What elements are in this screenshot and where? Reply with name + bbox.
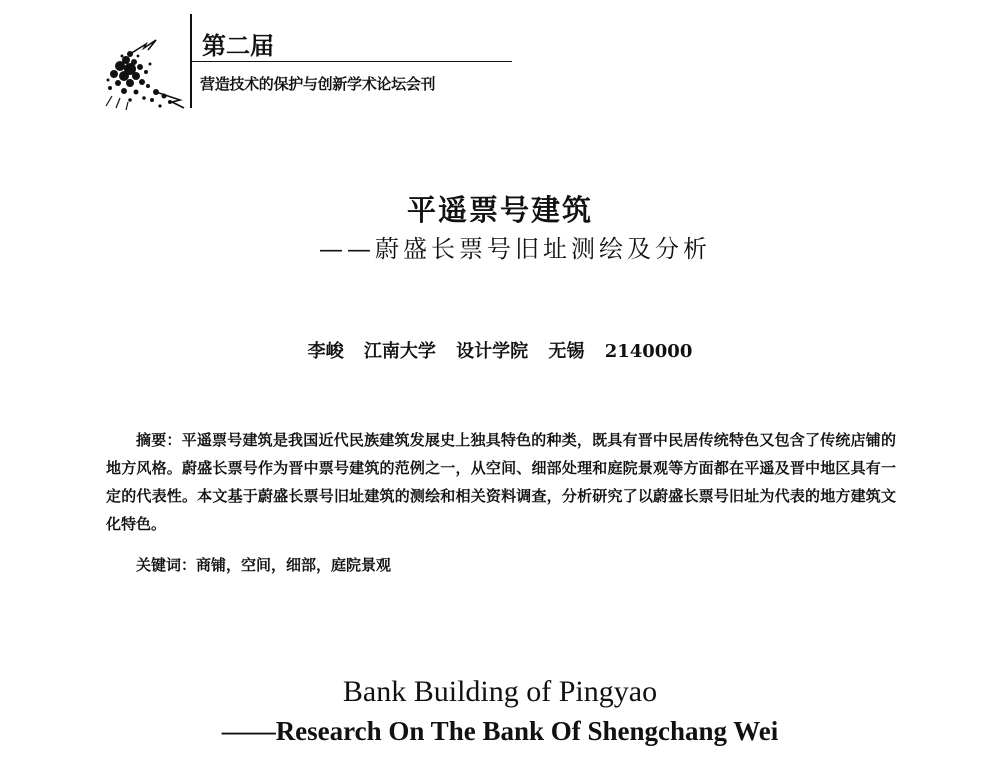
journal-header	[100, 14, 520, 114]
english-subtitle: ——Research On The Bank Of Shengchang Wei	[221, 716, 779, 746]
english-title: Bank Building of Pingyao	[342, 675, 658, 708]
chinese-subtitle: ——蔚盛长票号旧址测绘及分析	[319, 235, 711, 263]
author-affiliation: 李峻 江南大学 设计学院 无锡 2140000	[307, 341, 693, 362]
keywords-line	[136, 553, 391, 577]
edition-label: 第二届	[202, 32, 274, 60]
journal-name: 营造技术的保护与创新学术论坛会刊	[200, 75, 436, 93]
abstract-text: 平遥票号建筑是我国近代民族建筑发展史上独具特色的种类，既具有晋中民居传统特色又包含了传统店铺的地方风格。蔚盛长票号作为晋中票号建筑的范例之一，从空间、细部处理和庭院景观等方面都在平遥及晋中地区具有一定的代表性。本文基于蔚盛长票号旧址建筑的测绘和相关资料调查，分析研究了以蔚盛长票号旧址为代表的地方建筑文化特色。	[106, 431, 896, 533]
ink-bird-logo-icon	[100, 36, 192, 114]
chinese-title: 平遥票号建筑	[406, 193, 593, 227]
abstract-label: 摘要：	[136, 431, 182, 449]
header-horizontal-rule	[192, 61, 512, 62]
keywords-text: 商铺，空间，细部，庭院景观	[196, 556, 392, 574]
abstract-paragraph	[106, 426, 896, 538]
keywords-label: 关键词：	[136, 556, 197, 574]
